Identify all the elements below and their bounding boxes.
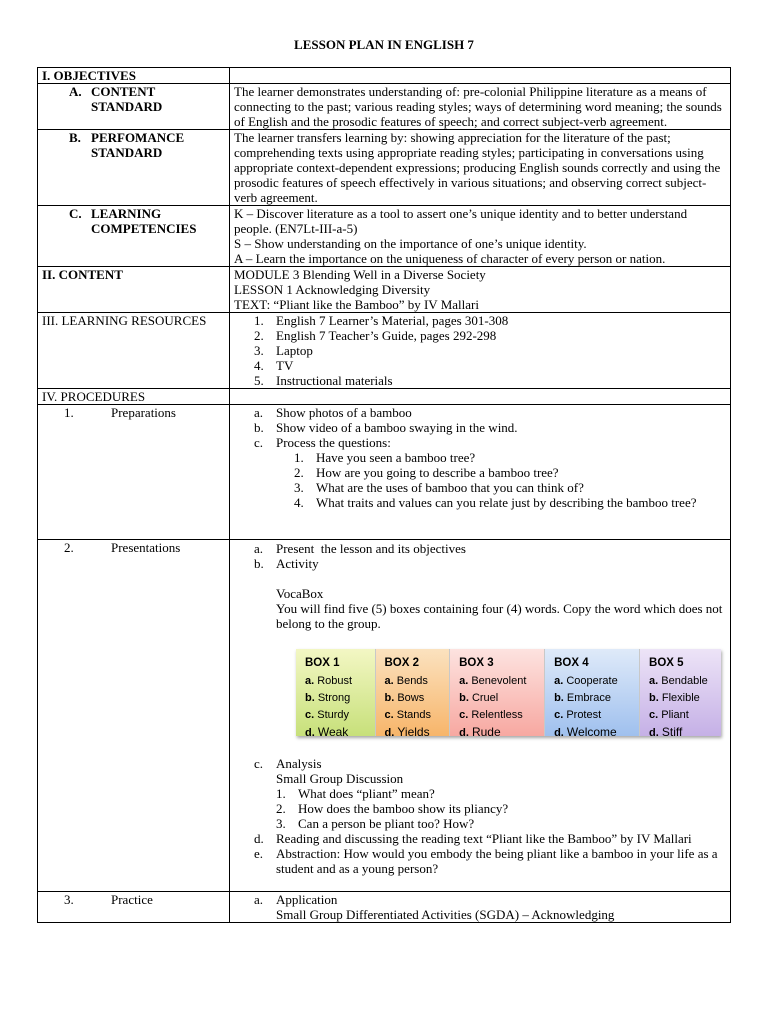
content-row — [38, 267, 731, 313]
content-heading: II. CONTENT — [38, 267, 230, 313]
vocabox-box-3 — [450, 649, 545, 739]
vocabox-box-heading: BOX 1 — [305, 657, 340, 669]
vocabox-box-heading: BOX 5 — [649, 657, 684, 669]
lesson-plan-table — [37, 67, 731, 923]
practice-subtitle: Small Group Differentiated Activities (SGDA) – Acknowledging — [276, 907, 615, 922]
preparation-question-number: 3. — [294, 480, 304, 495]
resource-item-number: 4. — [254, 358, 264, 373]
vocabox-box-heading: BOX 2 — [384, 657, 420, 669]
practice-row — [38, 892, 731, 923]
resource-item-text: TV — [276, 358, 294, 373]
list-item: c. Process the questions: — [254, 435, 391, 450]
analysis-question-number: 1. — [276, 786, 286, 801]
preparation-question-number: 4. — [294, 495, 304, 510]
preparation-question — [294, 465, 726, 480]
resource-item-text: Instructional materials — [276, 373, 393, 388]
content-standard-label: CONTENT STANDARD — [91, 84, 163, 114]
preparation-question-text: What are the uses of bamboo that you can think of? — [316, 480, 584, 495]
content-module: MODULE 3 Blending Well in a Diverse Society — [234, 267, 486, 282]
presentations-label: Presentations — [111, 540, 181, 555]
resource-item — [254, 313, 726, 328]
vocabox-word: a. Robust — [305, 675, 353, 687]
analysis-question-text: Can a person be pliant too? How? — [298, 816, 475, 831]
resource-item-text: English 7 Teacher’s Guide, pages 292-298 — [276, 328, 497, 343]
content-lesson: LESSON 1 Acknowledging Diversity — [234, 282, 431, 297]
analysis-question — [276, 801, 726, 816]
objectives-heading: I. OBJECTIVES — [38, 68, 230, 84]
preparation-question-text: What traits and values can you relate just by describing the bamboo tree? — [316, 495, 697, 510]
performance-standard-row — [38, 130, 731, 206]
vocabox-word: c. Relentless — [459, 709, 523, 721]
performance-standard-text: The learner transfers learning by: showing appreciation for the literature of the past; comprehending texts using appropriate reading styles; participating in conversations using appropriate context-dependent expressions; producing English sounds correctly and using the prosodic features of speech effectively in various situations; and observing correct subject-verb agreement. — [230, 130, 731, 206]
list-item: a. Show photos of a bamboo — [254, 405, 412, 420]
vocabox-word: d. Welcome — [554, 725, 617, 739]
preparation-question-text: Have you seen a bamboo tree? — [316, 450, 476, 465]
content-standard-row — [38, 84, 731, 130]
procedures-heading: IV. PROCEDURES — [38, 389, 230, 405]
preparation-question-number: 1. — [294, 450, 304, 465]
page-title: LESSON PLAN IN ENGLISH 7 — [294, 37, 474, 52]
resource-item-text: Laptop — [276, 343, 313, 358]
list-item: a. Application — [254, 892, 338, 907]
procedures-row — [38, 389, 731, 405]
learning-competencies-row — [38, 206, 731, 267]
resource-item — [254, 328, 726, 343]
list-item: d. Reading and discussing the reading text “Pliant like the Bamboo” by IV Mallari — [254, 831, 692, 846]
resource-item — [254, 373, 726, 388]
resource-item-number: 2. — [254, 328, 264, 343]
analysis-question — [276, 816, 726, 831]
resource-item — [254, 358, 726, 373]
competency-a: A – Learn the importance on the uniqueness of character of every person or nation. — [234, 251, 666, 266]
vocabox-word: a. Bendable — [649, 675, 708, 687]
resource-item — [254, 343, 726, 358]
competency-s: S – Show understanding on the importance of one’s unique identity. — [234, 236, 587, 251]
preparation-questions — [254, 450, 726, 510]
resource-item-number: 5. — [254, 373, 264, 388]
vocabox-word: d. Weak — [305, 725, 349, 739]
learning-competencies-letter: C. — [69, 206, 82, 221]
practice-number: 3. — [64, 892, 74, 907]
resource-item-number: 3. — [254, 343, 264, 358]
preparations-number: 1. — [64, 405, 74, 420]
objectives-row — [38, 68, 731, 84]
vocabox-word: a. Bends — [384, 675, 428, 687]
vocabox-box-heading: BOX 4 — [554, 657, 589, 669]
resources-heading: III. LEARNING RESOURCES — [38, 313, 230, 389]
presentations-row — [38, 540, 731, 892]
vocabox-word: a. Cooperate — [554, 675, 618, 687]
objectives-blank — [230, 68, 731, 84]
list-item: a. Present the lesson and its objectives — [254, 541, 466, 556]
learning-competencies-label: LEARNING COMPETENCIES — [91, 206, 197, 236]
list-item: c. Analysis — [254, 756, 322, 771]
content-text: TEXT: “Pliant like the Bamboo” by IV Mallari — [234, 297, 479, 312]
vocabox-word: b. Flexible — [649, 692, 700, 704]
vocabox-box-2 — [376, 649, 451, 739]
list-item: e. Abstraction: How would you embody the being pliant like a bamboo in your life as a student and as a young person? — [254, 846, 718, 876]
performance-standard-letter: B. — [69, 130, 81, 145]
analysis-question-number: 2. — [276, 801, 286, 816]
analysis-subtitle: Small Group Discussion — [276, 771, 404, 786]
vocabox-word: d. Stiff — [649, 725, 683, 739]
vocabox-box-heading: BOX 3 — [459, 657, 494, 669]
preparation-question — [294, 450, 726, 465]
vocabox-box-5 — [640, 649, 721, 739]
vocabox-word: c. Protest — [554, 709, 602, 721]
vocabox-box-4 — [545, 649, 640, 739]
preparation-question — [294, 495, 726, 510]
vocabox-word: b. Cruel — [459, 692, 499, 704]
competency-k: K – Discover literature as a tool to assert one’s unique identity and to better understand people. (EN7Lt-III-a-5) — [234, 206, 688, 236]
vocabox-title: VocaBox — [276, 586, 324, 601]
vocabox-diagram — [296, 649, 721, 739]
resource-item-number: 1. — [254, 313, 264, 328]
vocabox-box-1 — [296, 649, 376, 739]
content-standard-letter: A. — [69, 84, 82, 99]
analysis-question-text: What does “pliant” mean? — [298, 786, 435, 801]
preparations-row — [38, 405, 731, 540]
content-standard-text: The learner demonstrates understanding of: pre-colonial Philippine literature as a means of connecting to the past; various reading styles; ways of determining word meaning; the sounds of English and the prosodic features of speech; and correct subject-verb agreement. — [230, 84, 731, 130]
presentations-number: 2. — [64, 540, 74, 555]
analysis-questions — [254, 786, 726, 831]
vocabox-word: c. Pliant — [649, 709, 689, 721]
preparation-question-text: How are you going to describe a bamboo tree? — [316, 465, 559, 480]
vocabox-word: d. Rude — [459, 725, 501, 739]
analysis-question — [276, 786, 726, 801]
list-item: b. Activity — [254, 556, 319, 571]
resource-item-text: English 7 Learner’s Material, pages 301-308 — [276, 313, 509, 328]
preparation-question — [294, 480, 726, 495]
practice-label: Practice — [111, 892, 153, 907]
performance-standard-label: PERFOMANCE STANDARD — [91, 130, 185, 160]
analysis-question-text: How does the bamboo show its pliancy? — [298, 801, 509, 816]
resources-row — [38, 313, 731, 389]
vocabox-word: b. Bows — [384, 692, 425, 704]
vocabox-word: b. Embrace — [554, 692, 611, 704]
list-item: b. Show video of a bamboo swaying in the wind. — [254, 420, 518, 435]
vocabox-word: c. Sturdy — [305, 709, 350, 721]
vocabox-word: b. Strong — [305, 692, 351, 704]
vocabox-word: d. Yields — [384, 725, 430, 739]
preparation-question-number: 2. — [294, 465, 304, 480]
vocabox-word: c. Stands — [384, 709, 431, 721]
analysis-question-number: 3. — [276, 816, 286, 831]
preparations-label: Preparations — [111, 405, 176, 420]
vocabox-instructions: You will find five (5) boxes containing four (4) words. Copy the word which does not belong to the group. — [276, 601, 723, 631]
vocabox-word: a. Benevolent — [459, 675, 527, 687]
resources-list — [234, 313, 726, 388]
